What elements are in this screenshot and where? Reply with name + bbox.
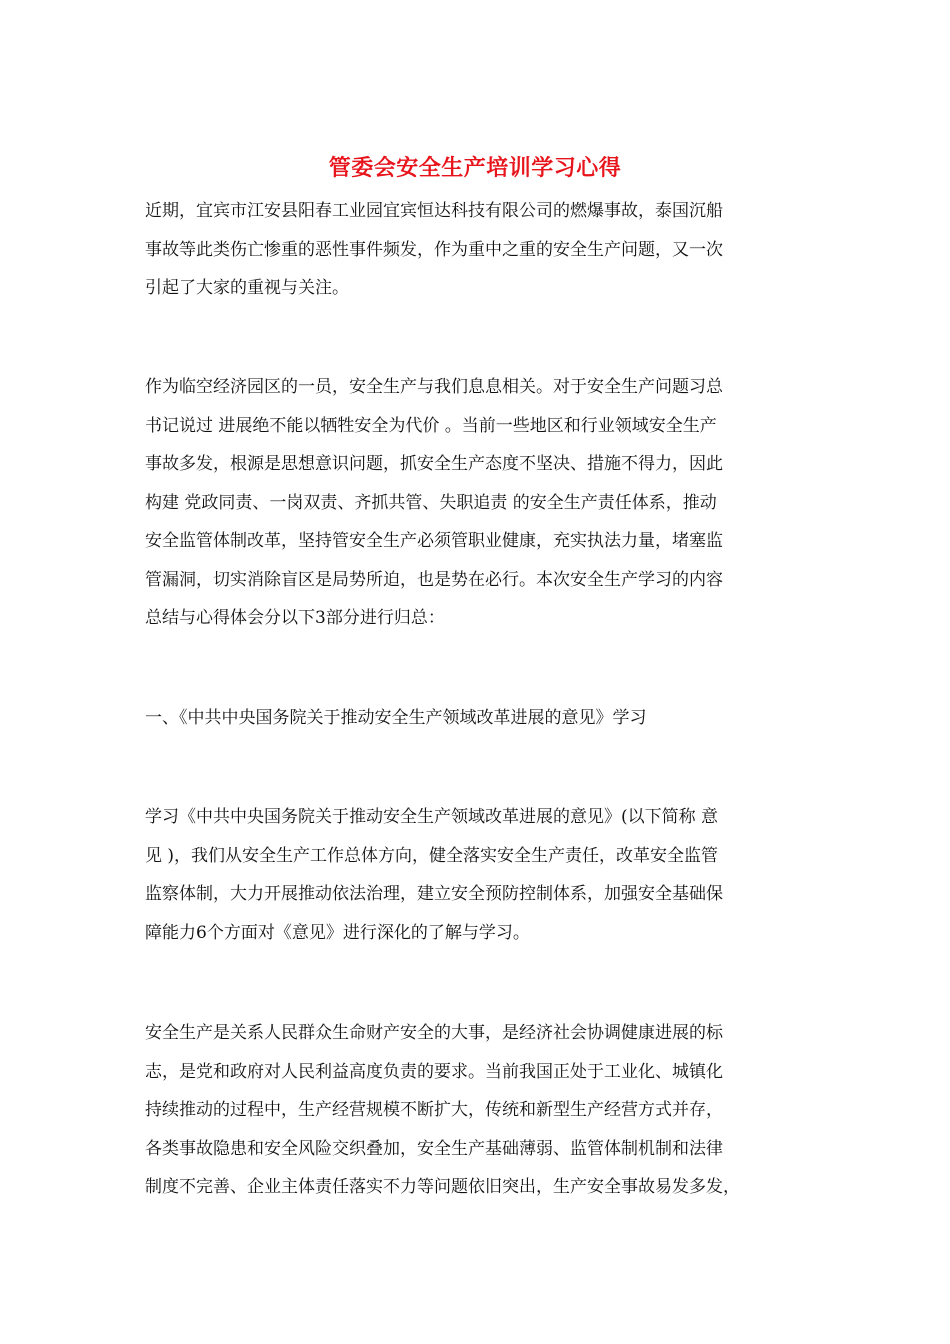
text-line: 障能力6个方面对《意见》进行深化的了解与学习。 xyxy=(145,922,530,943)
text-line: 作为临空经济园区的一员，安全生产与我们息息相关。对于安全生产问题习总 xyxy=(145,377,723,397)
text-line: 构建 党政同责、一岗双责、齐抓共管、失职追责 的安全生产责任体系，推动 xyxy=(145,492,717,513)
paragraph-study xyxy=(145,798,810,952)
text-line: 安全生产是关系人民群众生命财产安全的大事，是经济社会协调健康进展的标 xyxy=(145,1023,723,1043)
text-line: 制度不完善、企业主体责任落实不力等问题依旧突出，生产安全事故易发多发， xyxy=(145,1177,740,1197)
paragraph-background xyxy=(145,368,810,638)
document-title: 管委会安全生产培训学习心得 xyxy=(328,155,622,181)
text-line: 一、《中共中央国务院关于推动安全生产领域改革进展的意见》学习 xyxy=(145,708,647,728)
paragraph-intro xyxy=(145,192,810,308)
text-line: 总结与心得体会分以下3部分进行归总： xyxy=(145,608,445,628)
text-line: 事故多发，根源是思想意识问题，抓安全生产态度不坚决、措施不得力，因此 xyxy=(145,454,723,474)
text-line: 近期，宜宾市江安县阳春工业园宜宾恒达科技有限公司的燃爆事故，泰国沉船 xyxy=(145,201,723,221)
section-heading xyxy=(145,699,810,738)
text-line: 监察体制，大力开展推动依法治理，建立安全预防控制体系，加强安全基础保 xyxy=(145,884,723,904)
text-line: 引起了大家的重视与关注。 xyxy=(145,278,349,298)
text-line: 学习《中共中央国务院关于推动安全生产领域改革进展的意见》(以下简称 意 xyxy=(145,807,719,827)
text-line: 管漏洞，切实消除盲区是局势所迫，也是势在必行。本次安全生产学习的内容 xyxy=(145,569,723,590)
text-line: 持续推动的过程中，生产经营规模不断扩大，传统和新型生产经营方式并存， xyxy=(145,1100,723,1120)
paragraph-importance xyxy=(145,1014,810,1207)
text-line: 志，是党和政府对人民利益高度负责的要求。当前我国正处于工业化、城镇化 xyxy=(145,1061,723,1082)
text-line: 见 )，我们从安全生产工作总体方向，健全落实安全生产责任，改革安全监管 xyxy=(145,845,719,866)
text-line: 各类事故隐患和安全风险交织叠加，安全生产基础薄弱、监管体制机制和法律 xyxy=(145,1138,723,1159)
text-line: 书记说过 进展绝不能以牺牲安全为代价 。当前一些地区和行业领域安全生产 xyxy=(145,415,717,436)
text-line: 安全监管体制改革，坚持管安全生产必须管职业健康，充实执法力量，堵塞监 xyxy=(145,531,723,551)
text-line: 事故等此类伤亡惨重的恶性事件频发，作为重中之重的安全生产问题，又一次 xyxy=(145,239,723,260)
